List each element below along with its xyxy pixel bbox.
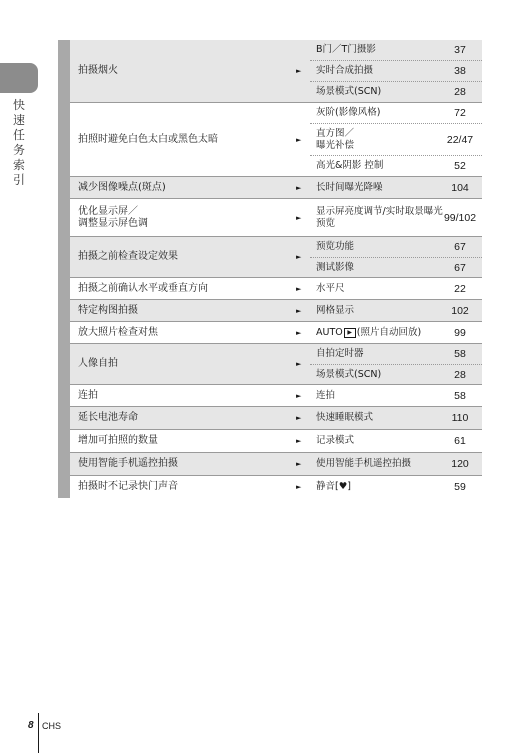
arrow-icon: ►	[296, 183, 302, 192]
function-label: 记录模式	[316, 435, 355, 446]
function-label: 长时间曝光降噪	[316, 181, 383, 193]
arrow-icon: ►	[296, 437, 302, 445]
function-label: 静音[♥]	[316, 481, 351, 492]
function-label: B门／T门摄影	[316, 44, 376, 55]
section-tab	[0, 63, 38, 93]
page-number: 8	[28, 720, 34, 731]
table-row	[70, 343, 482, 384]
page-ref: 120	[451, 458, 469, 470]
section-label: 快速任务索引	[13, 98, 26, 187]
function-item	[310, 60, 482, 81]
function-item	[310, 177, 482, 198]
page-ref: 99/102	[443, 211, 477, 224]
function-label: 直方图／ 曝光补偿	[316, 127, 355, 151]
task-label: 拍摄烟火	[78, 65, 118, 76]
function-label: 自拍定时器	[316, 348, 364, 359]
auto-playback-label: (照片自动回放)	[356, 326, 422, 338]
arrow-icon: ►	[296, 135, 302, 144]
function-item	[310, 407, 482, 429]
page-ref: 104	[451, 181, 469, 194]
function-label: 灰阶(影像风格)	[316, 107, 381, 118]
table-row	[70, 384, 482, 406]
task-label: 人像自拍	[78, 358, 118, 369]
task-label: 特定构图拍摄	[78, 304, 138, 316]
table-row	[70, 475, 482, 498]
table-row	[70, 102, 482, 176]
function-item	[310, 453, 482, 475]
table-row	[70, 236, 482, 277]
page-ref: 110	[451, 412, 469, 424]
page-ref: 38	[454, 65, 466, 77]
page-ref: 28	[454, 368, 466, 381]
table-row	[70, 277, 482, 299]
task-label: 拍照时避免白色太白或黑色太暗	[78, 133, 218, 145]
page-ref: 102	[451, 304, 469, 317]
function-label: 高光&阴影 控制	[316, 160, 384, 171]
task-label: 使用智能手机遥控拍摄	[78, 458, 178, 469]
task-label: 拍摄之前确认水平或垂直方向	[78, 282, 208, 294]
function-item	[310, 257, 482, 277]
table-row	[70, 452, 482, 475]
function-item	[310, 278, 482, 299]
page-ref: 52	[454, 160, 466, 172]
arrow-icon: ►	[296, 306, 302, 315]
function-item	[310, 199, 482, 236]
table-row	[70, 176, 482, 198]
function-item	[310, 81, 482, 102]
function-item	[310, 364, 482, 384]
function-label: 预览功能	[316, 241, 355, 252]
task-label: 拍摄之前检查设定效果	[78, 251, 178, 262]
arrow-icon: ►	[296, 414, 302, 422]
task-label: 放大照片检查对焦	[78, 326, 158, 338]
function-label	[316, 322, 450, 343]
function-label: 使用智能手机遥控拍摄	[316, 458, 412, 469]
page-ref: 67	[454, 261, 466, 274]
function-item	[310, 385, 482, 406]
task-label: 减少图像噪点(斑点)	[78, 181, 166, 193]
table-row	[70, 429, 482, 452]
page-ref: 61	[454, 435, 466, 447]
arrow-icon: ►	[296, 253, 302, 261]
function-item	[310, 40, 482, 60]
table-row	[70, 321, 482, 343]
function-item	[310, 123, 482, 155]
arrow-icon: ►	[296, 483, 302, 491]
arrow-icon: ►	[296, 284, 302, 293]
function-item	[310, 476, 482, 498]
page-ref: 22	[454, 282, 466, 295]
page-ref: 67	[454, 241, 466, 253]
function-label: 显示屏亮度调节/实时取景曝光预览	[316, 205, 443, 229]
page-ref: 58	[454, 389, 466, 402]
table-row	[70, 299, 482, 321]
function-item	[310, 155, 482, 176]
arrow-icon: ►	[296, 328, 302, 337]
auto-label: AUTO	[316, 326, 343, 338]
playback-icon: ▶	[344, 328, 356, 338]
footer-divider	[38, 713, 39, 753]
quick-task-index-table	[58, 40, 482, 498]
arrow-icon: ►	[296, 67, 302, 75]
table-row	[70, 40, 482, 102]
page-ref: 99	[454, 326, 466, 339]
arrow-icon: ►	[296, 213, 302, 222]
page-ref: 22/47	[446, 133, 474, 146]
function-item	[310, 300, 482, 321]
function-item	[310, 344, 482, 364]
page-ref: 37	[454, 44, 466, 56]
function-label: 测试影像	[316, 261, 355, 273]
page-ref: 59	[454, 481, 466, 493]
page-ref: 28	[454, 86, 466, 98]
function-item	[310, 103, 482, 123]
function-item	[310, 237, 482, 257]
function-label: 网格显示	[316, 304, 355, 316]
function-item	[310, 430, 482, 452]
table-row	[70, 406, 482, 429]
task-label: 增加可拍照的数量	[78, 435, 158, 446]
language-code: CHS	[42, 721, 62, 731]
task-label: 连拍	[78, 389, 98, 401]
function-label: 连拍	[316, 389, 336, 401]
task-label: 优化显示屏／ 调整显示屏色调	[78, 205, 148, 229]
function-label: 场景模式(SCN)	[316, 86, 382, 97]
function-item	[310, 322, 482, 343]
function-label: 实时合成拍摄	[316, 65, 374, 76]
task-label: 拍摄时不记录快门声音	[78, 481, 178, 492]
page-ref: 72	[454, 107, 466, 119]
function-label: 场景模式(SCN)	[316, 368, 382, 380]
table-row	[70, 198, 482, 236]
page-ref: 58	[454, 348, 466, 360]
arrow-icon: ►	[296, 360, 302, 368]
function-label: 水平尺	[316, 282, 345, 294]
arrow-icon: ►	[296, 460, 302, 468]
function-label: 快速睡眠模式	[316, 412, 374, 423]
task-label: 延长电池寿命	[78, 412, 138, 423]
arrow-icon: ►	[296, 391, 302, 400]
